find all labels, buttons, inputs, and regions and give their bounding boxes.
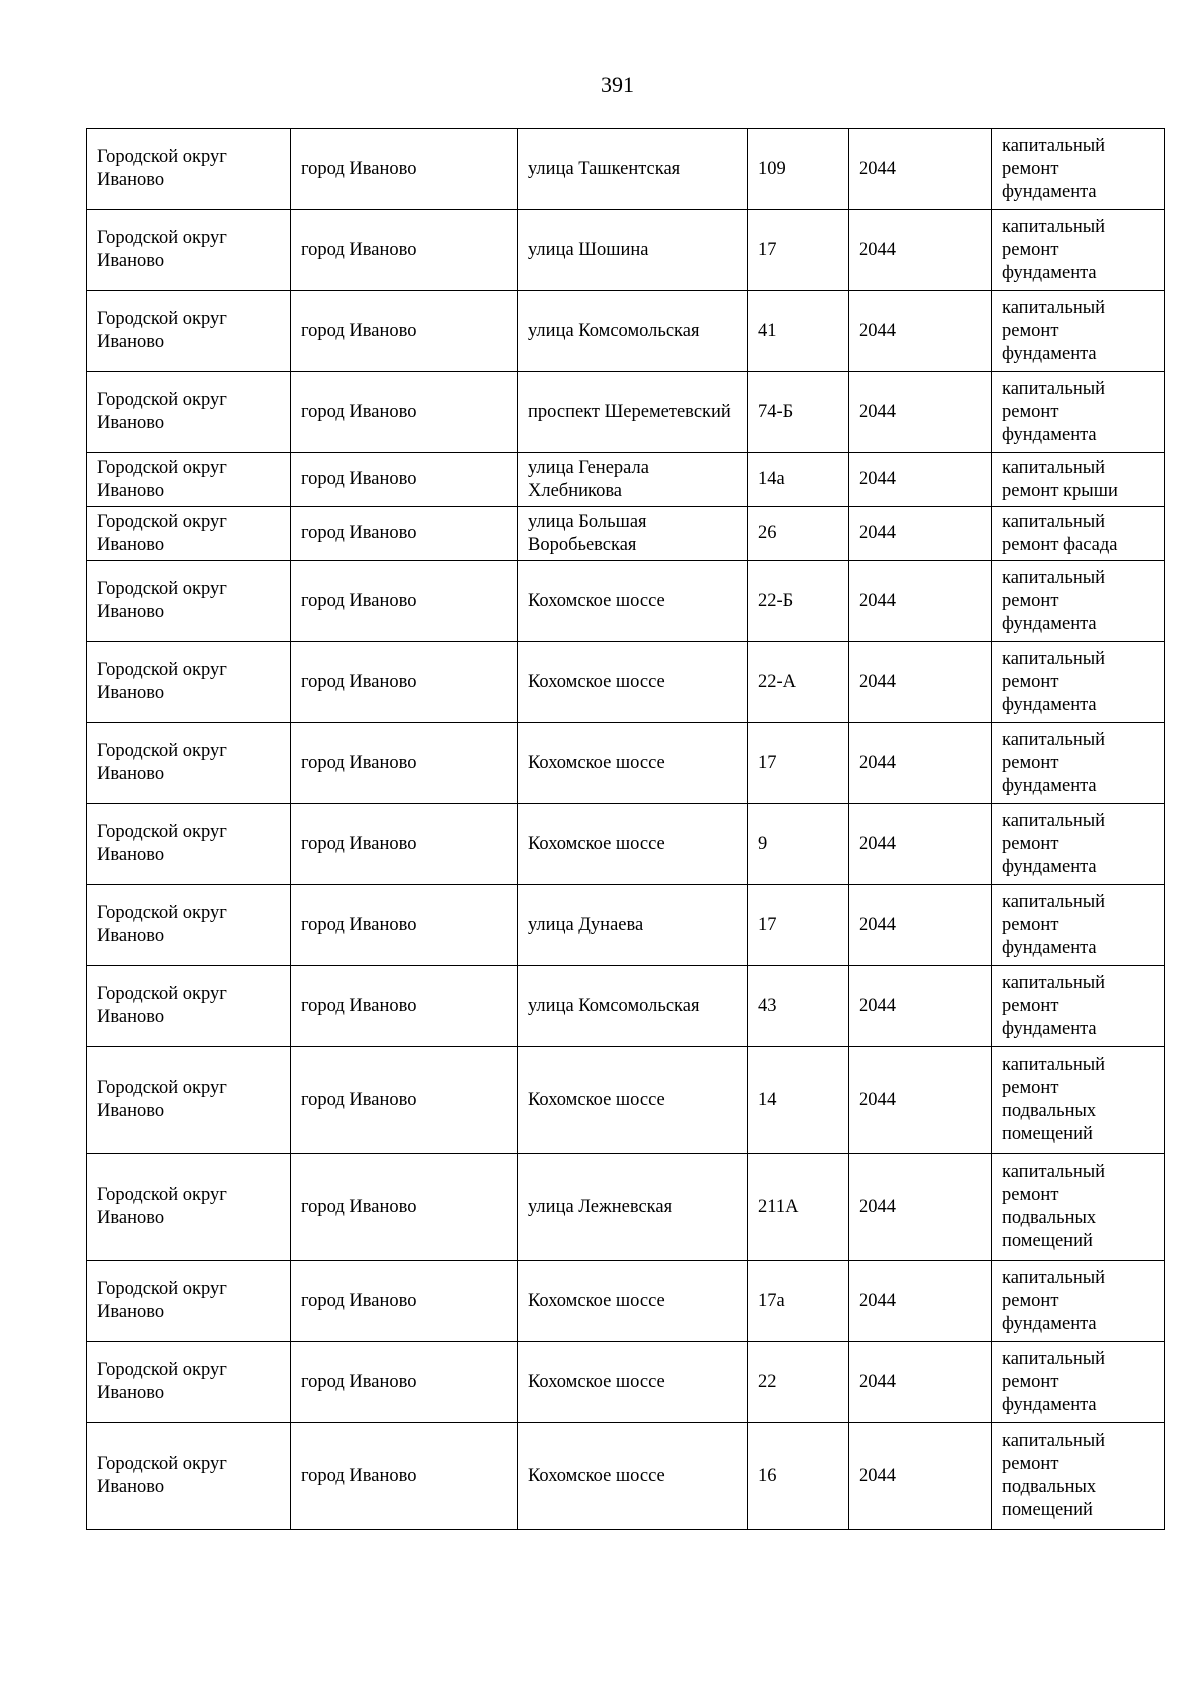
street-cell: проспект Шереметевский bbox=[518, 372, 748, 453]
table-row bbox=[87, 804, 1165, 885]
table-row bbox=[87, 372, 1165, 453]
city-cell: город Иваново bbox=[291, 507, 518, 561]
year-cell: 2044 bbox=[849, 1423, 992, 1530]
street-cell: Кохомское шоссе bbox=[518, 642, 748, 723]
work-type-cell: капитальный ремонт фундамента bbox=[992, 804, 1165, 885]
street-cell: Кохомское шоссе bbox=[518, 723, 748, 804]
year-cell: 2044 bbox=[849, 210, 992, 291]
year-cell: 2044 bbox=[849, 1261, 992, 1342]
year-cell: 2044 bbox=[849, 723, 992, 804]
district-cell: Городской округ Иваново bbox=[87, 210, 291, 291]
district-cell: Городской округ Иваново bbox=[87, 129, 291, 210]
repair-schedule-table bbox=[86, 128, 1165, 1530]
year-cell: 2044 bbox=[849, 642, 992, 723]
year-cell: 2044 bbox=[849, 804, 992, 885]
table-row bbox=[87, 1154, 1165, 1261]
district-cell: Городской округ Иваново bbox=[87, 1423, 291, 1530]
house-cell: 22-А bbox=[748, 642, 849, 723]
house-cell: 109 bbox=[748, 129, 849, 210]
street-cell: улица Большая Воробьевская bbox=[518, 507, 748, 561]
house-cell: 74-Б bbox=[748, 372, 849, 453]
city-cell: город Иваново bbox=[291, 210, 518, 291]
work-type-cell: капитальный ремонт крыши bbox=[992, 453, 1165, 507]
street-cell: Кохомское шоссе bbox=[518, 1261, 748, 1342]
house-cell: 43 bbox=[748, 966, 849, 1047]
city-cell: город Иваново bbox=[291, 453, 518, 507]
work-type-cell: капитальный ремонт фундамента bbox=[992, 129, 1165, 210]
house-cell: 17 bbox=[748, 210, 849, 291]
city-cell: город Иваново bbox=[291, 1261, 518, 1342]
city-cell: город Иваново bbox=[291, 966, 518, 1047]
street-cell: улица Ташкентская bbox=[518, 129, 748, 210]
work-type-cell: капитальный ремонт фундамента bbox=[992, 723, 1165, 804]
year-cell: 2044 bbox=[849, 372, 992, 453]
year-cell: 2044 bbox=[849, 129, 992, 210]
house-cell: 16 bbox=[748, 1423, 849, 1530]
year-cell: 2044 bbox=[849, 1342, 992, 1423]
house-cell: 14 bbox=[748, 1047, 849, 1154]
city-cell: город Иваново bbox=[291, 804, 518, 885]
work-type-cell: капитальный ремонт фундамента bbox=[992, 885, 1165, 966]
table-row bbox=[87, 1342, 1165, 1423]
house-cell: 22 bbox=[748, 1342, 849, 1423]
district-cell: Городской округ Иваново bbox=[87, 561, 291, 642]
district-cell: Городской округ Иваново bbox=[87, 372, 291, 453]
city-cell: город Иваново bbox=[291, 1423, 518, 1530]
district-cell: Городской округ Иваново bbox=[87, 453, 291, 507]
house-cell: 9 bbox=[748, 804, 849, 885]
year-cell: 2044 bbox=[849, 966, 992, 1047]
table-row bbox=[87, 1423, 1165, 1530]
district-cell: Городской округ Иваново bbox=[87, 723, 291, 804]
table-row bbox=[87, 1047, 1165, 1154]
city-cell: город Иваново bbox=[291, 291, 518, 372]
house-cell: 17 bbox=[748, 885, 849, 966]
table-row bbox=[87, 561, 1165, 642]
street-cell: улица Комсомольская bbox=[518, 291, 748, 372]
table-row bbox=[87, 291, 1165, 372]
city-cell: город Иваново bbox=[291, 1154, 518, 1261]
table-row bbox=[87, 723, 1165, 804]
table-row bbox=[87, 966, 1165, 1047]
city-cell: город Иваново bbox=[291, 642, 518, 723]
city-cell: город Иваново bbox=[291, 723, 518, 804]
year-cell: 2044 bbox=[849, 561, 992, 642]
district-cell: Городской округ Иваново bbox=[87, 291, 291, 372]
year-cell: 2044 bbox=[849, 885, 992, 966]
table-row bbox=[87, 453, 1165, 507]
work-type-cell: капитальный ремонт фасада bbox=[992, 507, 1165, 561]
year-cell: 2044 bbox=[849, 291, 992, 372]
street-cell: Кохомское шоссе bbox=[518, 1047, 748, 1154]
street-cell: Кохомское шоссе bbox=[518, 804, 748, 885]
street-cell: улица Лежневская bbox=[518, 1154, 748, 1261]
city-cell: город Иваново bbox=[291, 1047, 518, 1154]
street-cell: улица Шошина bbox=[518, 210, 748, 291]
work-type-cell: капитальный ремонт фундамента bbox=[992, 1261, 1165, 1342]
district-cell: Городской округ Иваново bbox=[87, 642, 291, 723]
district-cell: Городской округ Иваново bbox=[87, 1342, 291, 1423]
street-cell: Кохомское шоссе bbox=[518, 1423, 748, 1530]
table-row bbox=[87, 1261, 1165, 1342]
district-cell: Городской округ Иваново bbox=[87, 507, 291, 561]
work-type-cell: капитальный ремонт подвальных помещений bbox=[992, 1047, 1165, 1154]
city-cell: город Иваново bbox=[291, 129, 518, 210]
street-cell: улица Дунаева bbox=[518, 885, 748, 966]
work-type-cell: капитальный ремонт фундамента bbox=[992, 1342, 1165, 1423]
street-cell: Кохомское шоссе bbox=[518, 561, 748, 642]
house-cell: 211А bbox=[748, 1154, 849, 1261]
work-type-cell: капитальный ремонт фундамента bbox=[992, 642, 1165, 723]
district-cell: Городской округ Иваново bbox=[87, 1154, 291, 1261]
year-cell: 2044 bbox=[849, 453, 992, 507]
district-cell: Городской округ Иваново bbox=[87, 966, 291, 1047]
table-row bbox=[87, 885, 1165, 966]
street-cell: улица Генерала Хлебникова bbox=[518, 453, 748, 507]
district-cell: Городской округ Иваново bbox=[87, 1047, 291, 1154]
year-cell: 2044 bbox=[849, 1047, 992, 1154]
work-type-cell: капитальный ремонт фундамента bbox=[992, 372, 1165, 453]
table-row bbox=[87, 507, 1165, 561]
work-type-cell: капитальный ремонт фундамента bbox=[992, 291, 1165, 372]
table-row bbox=[87, 129, 1165, 210]
year-cell: 2044 bbox=[849, 507, 992, 561]
house-cell: 22-Б bbox=[748, 561, 849, 642]
year-cell: 2044 bbox=[849, 1154, 992, 1261]
work-type-cell: капитальный ремонт фундамента bbox=[992, 210, 1165, 291]
work-type-cell: капитальный ремонт фундамента bbox=[992, 561, 1165, 642]
house-cell: 17а bbox=[748, 1261, 849, 1342]
street-cell: улица Комсомольская bbox=[518, 966, 748, 1047]
street-cell: Кохомское шоссе bbox=[518, 1342, 748, 1423]
house-cell: 41 bbox=[748, 291, 849, 372]
table-row bbox=[87, 210, 1165, 291]
city-cell: город Иваново bbox=[291, 372, 518, 453]
city-cell: город Иваново bbox=[291, 561, 518, 642]
house-cell: 17 bbox=[748, 723, 849, 804]
table-row bbox=[87, 642, 1165, 723]
work-type-cell: капитальный ремонт подвальных помещений bbox=[992, 1423, 1165, 1530]
work-type-cell: капитальный ремонт фундамента bbox=[992, 966, 1165, 1047]
district-cell: Городской округ Иваново bbox=[87, 885, 291, 966]
city-cell: город Иваново bbox=[291, 885, 518, 966]
district-cell: Городской округ Иваново bbox=[87, 804, 291, 885]
house-cell: 26 bbox=[748, 507, 849, 561]
page-number: 391 bbox=[601, 72, 634, 97]
house-cell: 14а bbox=[748, 453, 849, 507]
city-cell: город Иваново bbox=[291, 1342, 518, 1423]
work-type-cell: капитальный ремонт подвальных помещений bbox=[992, 1154, 1165, 1261]
district-cell: Городской округ Иваново bbox=[87, 1261, 291, 1342]
